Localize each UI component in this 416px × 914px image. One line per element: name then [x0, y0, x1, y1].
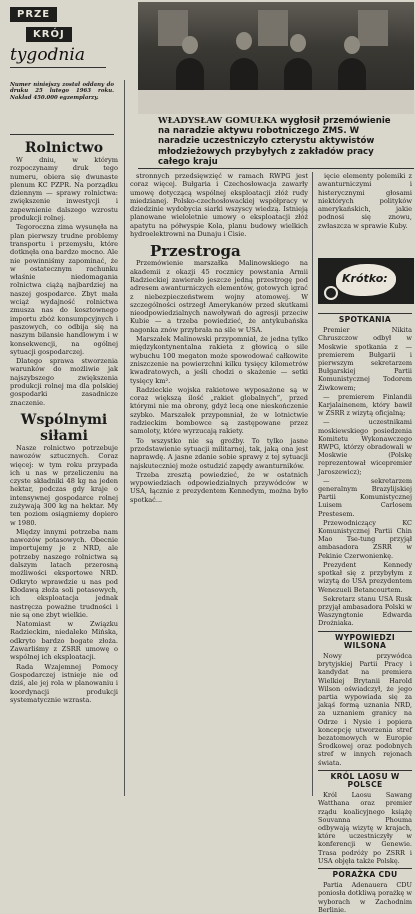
column-rule	[124, 80, 125, 796]
krotko-ornament	[324, 286, 338, 300]
paragraph: W dniu, w którym rozpoczynamy druk tego numeru, obiera się dwunaste plenum KC PZPR. Na porządku dziennym — sprawy rolnictwa: zwiększenie inwestycji i zapewnienie dalszego wzrostu produkcji rolnej.	[10, 156, 118, 223]
paragraph: Natomiast w Związku Radzieckim, niedaleko Mińska, odkryto bardzo bogate złoża. Zawarliśmy z ZSRR umowę o wspólnej ich eksploatacji.	[10, 620, 118, 662]
paragraph: Radzieckie wojska rakietowe wyposażone są w coraz większą ilość „rakiet globalnych”, przed którymi nie ma obrony, gdyż lecą one nieskończenie szybko. Marszałek przypomniał, że w lotnictwie radzieckim bombowce są zastępowane przez samoloty, które wyrzucają rakiety.	[130, 385, 308, 436]
paragraph: Premier Nikita Chruszczow odbył w Moskwie spotkania z — premierem Bułgarii i pierwszym sekretarzem Bułgarskiej Partii Komunistycznej Todorem Żiwkowem;	[318, 326, 412, 392]
heading-spotkania: SPOTKANIA	[318, 313, 412, 324]
paragraph: Sekretarz stanu USA Rusk przyjął ambasadora Polski w Waszyngtonie Edwarda Drożniaka.	[318, 594, 412, 628]
photo-caption	[158, 116, 402, 167]
paragraph: Partia Adenauera CDU poniosła dotkliwą porażkę w wyborach w Zachodnim Berlinie.	[318, 881, 412, 914]
news-photo	[138, 2, 414, 114]
heading-cdu: PORAŻKA CDU	[318, 868, 412, 879]
paragraph: Prezydent Kennedy spotkał się z przybyłym z wizytą do USA prezydentem Wenezueli Betancourtem.	[318, 560, 412, 594]
paragraph: Król Laosu Sawang Watthana oraz premier rządu koalicyjnego książę Souvanna Phouma odbywają wizytę w krajach, które uczestniczyły w konferencji w Genewie. Trasa podróży po ZSRR i USA objęła także Polskę.	[318, 791, 412, 865]
krotko-label: Krótko:	[342, 272, 388, 285]
right-column-news	[318, 310, 412, 914]
photo-person-head	[236, 32, 252, 50]
photo-person-head	[344, 36, 360, 54]
issue-note: Numer niniejszy został oddany do druku 25 lutego 1963 roku. Nakład 450.000 egzemplarzy.	[10, 82, 114, 101]
right-column-top	[318, 172, 412, 254]
paragraph: To wszystko nie są groźby. To tylko jasne przedstawienie sytuacji militarnej, tak, jaką ona jest naprawdę. A jasne zdanie sobie sprawy z tej sytuacji najskuteczniej może ostudzić zapędy awanturników.	[130, 436, 308, 470]
divider	[10, 134, 114, 135]
divider	[138, 168, 414, 169]
paragraph: Przemówienie marszałka Malinowskiego na akademii z okazji 45 rocznicy powstania Armii Radzieckiej zawierało jeszcze jedną przestrogę pod adresem awanturniczych elementów, gotowych igrać z niebezpieczeństwem wojny atomowej. W szczególności ostrzegł Amerykanów przed skutkami nieodpowiedzialnych nawoływań do agresji przeciw Kubie — a trzeba powiedzieć, że antykubańska nagonka znów przybrała na sile w USA.	[130, 259, 308, 334]
section-title-wspolnymi: Wspólnymi siłami	[20, 411, 108, 444]
paragraph: Trzeba zresztą powiedzieć, że w ostatnich wypowiedziach odpowiedzialnych przywódców w USA, łącznie z prezydentem Kennedym, można było spotkać...	[130, 470, 308, 504]
paragraph: Tegoroczna zima wysunęła na plan pierwszy trudne problemy transportu i przemysłu, które dotknęła ona bardzo mocno. Ale nie powinniśmy zapominać, że w ostatecznym rachunku właśnie niedomagania rolnictwa ciążą najbardziej na naszej gospodarce. Zbyt mała wciąż wydajność rolnictwa zmusza nas do kosztownego importu zbóż konsumpcyjnych i paszowych, co odbija się na naszym bilansie handlowym i w konsekwencji, na ogólnej sytuacji gospodarczej.	[10, 223, 118, 356]
masthead-tab-bottom: KRÓJ	[26, 27, 72, 42]
paragraph: Między innymi potrzeba nam nawozów potasowych. Obecnie importujemy je z NRD, ale potrzeby naszego rolnictwa są dalszym latach przerosną możliwości eksportowe NRD. Odkryto wprawdzie u nas pod Kłodawą złoża soli potasowych, ich eksploatacja jednak nastręcza poważne trudności i nie są one zbyt wielkie.	[10, 527, 118, 619]
column-rule	[312, 172, 313, 796]
paragraph: Marszałek Malinowski przypomniał, że jedna tylko międzykontynentalna rakieta z głowicą o sile wybuchu 100 megaton może spowodować całkowite zniszczenie na powierzchni kilku tysięcy kilometrów kwadratowych, a jeśli chodzi o skażenie — setki tysięcy km².	[130, 335, 308, 385]
krotko-banner	[318, 258, 414, 304]
paragraph: — uczestnikami moskiewskiego posiedzenia Komitetu Wykonawczego RWPG, którzy obradowali w Moskwie (Polskę reprezentował wicepremier Jaroszewicz);	[318, 418, 412, 476]
paragraph: Nasze rolnictwo potrzebuje nawozów sztucznych. Coraz więcej: w tym roku przypada ich u nas w przeliczeniu na czyste składniki 48 kg na jeden hektar, podczas gdy kraje o intensywnej gospodarce rolnej zużywają 300 kg na hektar. My ten poziom osiągniemy dopiero w 1980.	[10, 443, 118, 527]
photo-person-head	[290, 34, 306, 52]
masthead-rule	[10, 67, 106, 68]
paragraph: stronnych przedsięwzięć w ramach RWPG jest coraz więcej. Bułgaria i Czechosłowacja zawarły umowę dotyczącą wspólnej eksploatacji złóż rudy miedzianej. Polsko-czechosłowackiej współpracy w dziedzinie wydobycia siarki wszyscy wiedzą. Istnieją planowane wieloletnie umowy o eksploatacji złóż apatytu na półwyspie Kola, planu budowy wielkich hydroelektrowni na Dunaju i Cisie.	[130, 172, 308, 239]
paragraph: — premierem Finlandii Karjalainenem, który bawił w ZSRR z wizytą oficjalną;	[318, 392, 412, 418]
section-title-rolnictwo: Rolnictwo	[24, 140, 104, 156]
middle-column	[130, 172, 308, 796]
section-title-przestroga: Przestroga	[150, 242, 241, 261]
paragraph: Nowy przywódca brytyjskiej Partii Pracy i kandydat na premiera Wielkiej Brytanii Harold Wilson oświadczył, że jego partia wypowiada się za jakąś formą uznania NRD, za uznaniem granicy na Odrze i Nysie i popiera koncepcję utworzenia stref bezatomowych w Europie Środkowej oraz podobnych stref w innych rejonach świata.	[318, 651, 412, 767]
paragraph: Rada Wzajemnej Pomocy Gospodarczej istnieje nie od dziś, ale jej rola w planowaniu i koordynacji produkcji systematycznie wzrasta.	[10, 662, 118, 704]
left-column	[10, 140, 118, 796]
paragraph: — sekretarzem generalnym Brazylijskiej Partii Komunistycznej Luisem Carlosem Prestesem.	[318, 476, 412, 518]
masthead	[10, 2, 110, 74]
caption-text: wygłosił przemówienie na naradzie aktywu robotniczego ZMS. W naradzie uczestniczyło czterystu aktywistów młodzieżowych przybyłych z zakładów pracy całego kraju	[158, 116, 391, 167]
photo-window	[258, 10, 288, 46]
heading-wilson: WYPOWIEDZI WILSONA	[318, 631, 412, 650]
paragraph: Dlatego sprawa stworzenia warunków do możliwie jak najszybszego zwiększenia produkcji rolnej ma dla polskiej gospodarki zasadnicze znaczenie.	[10, 357, 118, 407]
heading-laos: KRÓL LAOSU W POLSCE	[318, 770, 412, 789]
photo-window	[358, 10, 388, 46]
paragraph: ięcie elementy polemiki z awanturniczymi i histerycznymi głosami niektórych polityków amerykańskich, jakie podnosi się znowu, zwłaszcza w sprawie Kuby.	[318, 172, 412, 230]
photo-table	[138, 90, 414, 114]
masthead-script-title: tygodnia	[10, 45, 85, 65]
photo-person-head	[182, 36, 198, 54]
masthead-tab-top: PRZE	[10, 7, 57, 22]
caption-name: WŁADYSŁAW GOMUŁKA	[158, 116, 277, 126]
paragraph: Przewodniczący KC Komunistycznej Partii Chin Mao Tse-tung przyjął ambasadora ZSRR w Pekinie Czerwonienkę.	[318, 518, 412, 560]
